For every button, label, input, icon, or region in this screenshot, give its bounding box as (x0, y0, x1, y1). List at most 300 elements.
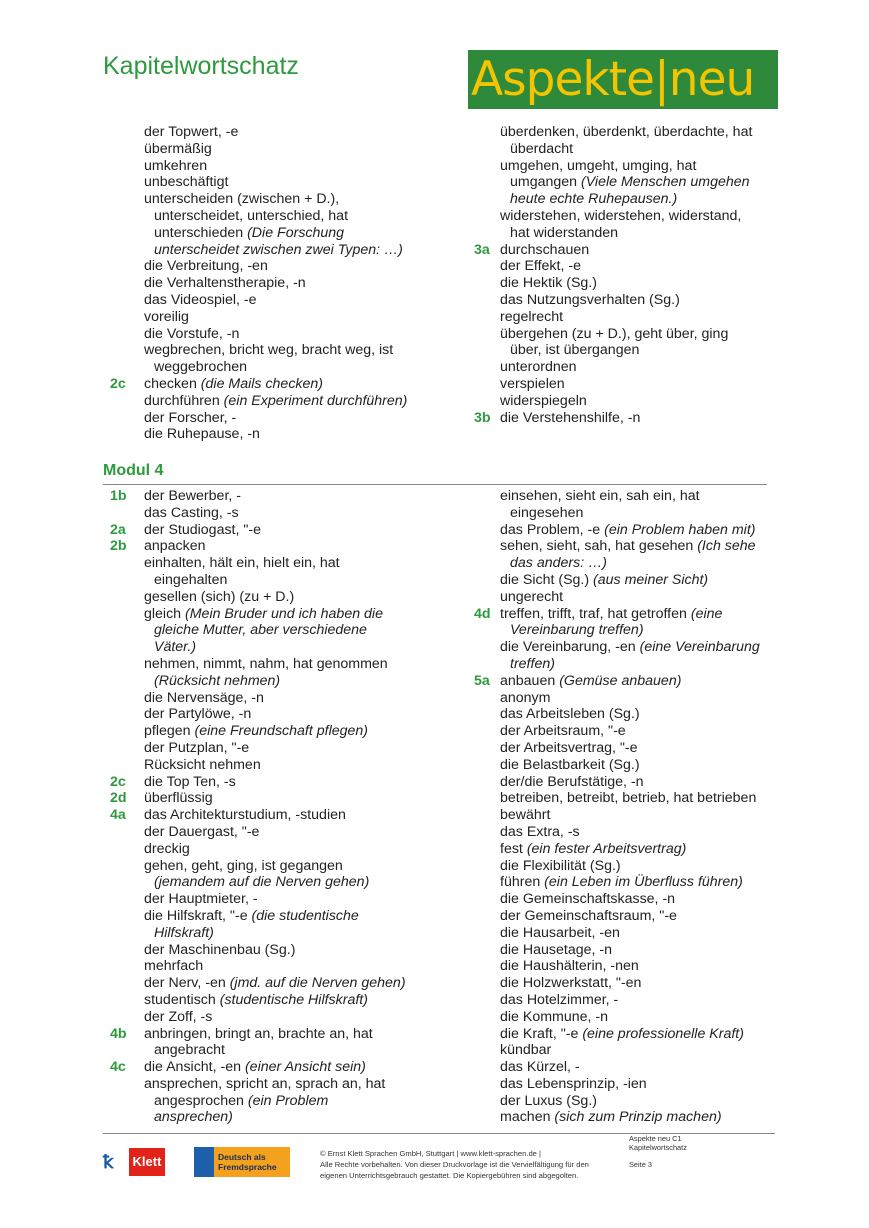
vocab-entry (103, 958, 433, 975)
vocab-word: die Haushälterin, -nen (500, 958, 639, 975)
vocab-entry (103, 757, 433, 774)
vocab-word: anonym (500, 689, 551, 706)
vocab-example: Vereinbarung treffen) (510, 622, 644, 639)
vocab-text (144, 359, 247, 376)
exercise-label: 4c (110, 1059, 126, 1076)
exercise-label: 2b (110, 538, 127, 555)
vocab-word: überflüssig (144, 790, 213, 807)
vocab-entry (467, 874, 777, 891)
vocab-entry (467, 1009, 777, 1026)
vocab-text (144, 1026, 373, 1043)
vocab-text (500, 874, 743, 891)
vocab-text (144, 158, 207, 175)
exercise-label: 1b (110, 488, 127, 504)
vocab-text (500, 841, 686, 858)
vocab-example: (Rücksicht nehmen) (154, 672, 281, 689)
vocab-entry (103, 1093, 433, 1110)
vocab-text (500, 393, 587, 410)
vocab-text (144, 975, 406, 992)
vocab-entry (467, 225, 777, 242)
vocab-entry (103, 589, 433, 606)
vocab-word: die Hilfskraft, "-e (144, 907, 252, 924)
vocab-text (144, 191, 339, 208)
vocab-word: widerspiegeln (500, 392, 587, 409)
vocab-text (500, 410, 640, 427)
vocab-example: (eine professionelle Kraft) (582, 1025, 744, 1042)
vocab-word: die Holzwerkstatt, "-en (500, 975, 642, 992)
vocab-example: ansprechen) (154, 1109, 233, 1126)
vocab-text (500, 258, 581, 275)
vocab-word: angebracht (154, 1042, 225, 1059)
vocab-word: durchführen (144, 392, 224, 409)
vocab-text (144, 1042, 225, 1059)
vocab-word: hat widerstanden (510, 224, 619, 241)
vocab-text (500, 505, 583, 522)
vocab-example: unterscheidet zwischen zwei Typen: …) (154, 241, 403, 258)
vocab-entry (467, 275, 777, 292)
vocab-text (500, 925, 620, 942)
vocab-word: ungerecht (500, 588, 564, 605)
vocab-word: der Dauergast, "-e (144, 823, 260, 840)
vocab-entry (467, 522, 777, 539)
vocab-word: verspielen (500, 375, 565, 392)
vocab-entry (467, 706, 777, 723)
vocab-entry (467, 858, 777, 875)
vocab-entry (467, 908, 777, 925)
vocab-entry (467, 174, 777, 191)
vocab-entry (467, 841, 777, 858)
vocab-entry (103, 975, 433, 992)
vocab-example: (Mein Bruder und ich haben die (185, 605, 383, 622)
vocab-entry (103, 158, 433, 175)
vocab-text (500, 208, 741, 225)
vocab-text (500, 124, 752, 141)
vocab-text (144, 874, 369, 891)
vocab-example: heute echte Ruhepausen.) (510, 191, 678, 208)
vocab-text (500, 158, 696, 175)
vocab-text (144, 275, 306, 292)
vocab-entry (467, 656, 777, 673)
vocab-entry (103, 824, 433, 841)
vocab-text (500, 992, 618, 1009)
vocab-text (500, 538, 756, 555)
vocab-text (500, 706, 640, 723)
vocab-example: (die Mails checken) (200, 375, 324, 392)
vocab-text (144, 723, 368, 740)
vocab-word: unterscheidet, unterschied, hat (154, 207, 349, 224)
vocab-entry (103, 225, 433, 242)
vocab-example: (die studentische (251, 907, 359, 924)
vocab-text (144, 622, 367, 639)
vocab-entry (103, 359, 433, 376)
exercise-label: 3a (474, 241, 490, 258)
vocab-word: die Vereinbarung, -en (500, 639, 640, 656)
vocab-entry (103, 410, 433, 427)
vocab-word: machen (500, 1109, 555, 1126)
vocab-text (500, 1109, 722, 1126)
vocab-word: führen (500, 874, 545, 891)
vocab-word: treffen, trifft, traf, hat getroffen (500, 605, 691, 622)
vocab-word: einsehen, sieht ein, sah ein, hat (500, 488, 700, 504)
vocab-text (144, 706, 251, 723)
vocab-example: (studentische Hilfskraft) (219, 991, 368, 1008)
vocab-text (144, 292, 257, 309)
vocab-text (500, 141, 573, 158)
vocab-entry (103, 874, 433, 891)
vocab-word: die Hektik (Sg.) (500, 275, 597, 292)
vocab-word: anpacken (144, 538, 206, 555)
vocab-text (500, 326, 728, 343)
daf-label (214, 1147, 290, 1177)
vocab-entry (103, 992, 433, 1009)
vocab-word: das Arbeitsleben (Sg.) (500, 706, 640, 723)
vocab-word: sehen, sieht, sah, hat gesehen (500, 538, 698, 555)
vocab-entry (467, 740, 777, 757)
vocab-entry (467, 807, 777, 824)
vocab-word: eingehalten (154, 571, 228, 588)
vocab-text (500, 740, 638, 757)
vocab-word: dreckig (144, 840, 190, 857)
vocab-text (144, 505, 239, 522)
vocab-entry (103, 774, 433, 791)
vocab-entry (103, 706, 433, 723)
exercise-label: 2c (110, 375, 126, 392)
vocab-text (144, 824, 259, 841)
vocab-entry (103, 555, 433, 572)
vocab-word: gesellen (sich) (zu + D.) (144, 588, 295, 605)
vocab-entry (467, 326, 777, 343)
vocab-entry (467, 673, 777, 690)
vocab-text (500, 656, 555, 673)
vocab-word: der Putzplan, "-e (144, 739, 250, 756)
vocab-text (500, 975, 641, 992)
vocab-text (144, 1093, 328, 1110)
vocab-text (500, 1093, 597, 1110)
vocab-text (500, 309, 563, 326)
vocab-entry (467, 589, 777, 606)
vocab-text (500, 606, 722, 623)
vocab-text (144, 841, 190, 858)
vocab-text (144, 488, 241, 505)
vocab-word: die Verstehenshilfe, -n (500, 409, 641, 426)
vocab-text (500, 225, 618, 242)
vocab-word: das Casting, -s (144, 504, 239, 521)
vocab-word: durchschauen (500, 241, 590, 258)
vocab-word: der Maschinenbau (Sg.) (144, 941, 296, 958)
vocab-example: (Die Forschung (247, 224, 345, 241)
vocab-entry (103, 1042, 433, 1059)
vocab-example: (ein fester Arbeitsvertrag) (526, 840, 687, 857)
exercise-label: 4a (110, 807, 126, 824)
exercise-label: 2c (110, 773, 126, 790)
vocab-text (500, 807, 550, 824)
vocab-text (500, 958, 639, 975)
vocab-text (500, 690, 550, 707)
vocab-text (500, 522, 756, 539)
vocab-text (144, 538, 206, 555)
vocab-word: die Nervensäge, -n (144, 689, 264, 706)
vocab-text (144, 393, 407, 410)
vocab-entry (103, 572, 433, 589)
vocab-text (500, 891, 675, 908)
vocab-entry (103, 393, 433, 410)
vocab-word: der Gemeinschaftsraum, "-e (500, 907, 677, 924)
vocab-text (144, 757, 261, 774)
vocab-example: (eine Vereinbarung (639, 639, 760, 656)
vocab-text (144, 958, 203, 975)
vocab-entry (467, 1059, 777, 1076)
vocab-text (500, 1026, 744, 1043)
vocab-entry (103, 191, 433, 208)
vocab-entry (103, 426, 433, 443)
vocab-word: anbringen, bringt an, brachte an, hat (144, 1025, 373, 1042)
vocab-example: das anders: …) (510, 555, 607, 572)
vocab-text (144, 807, 346, 824)
copyright-notice (320, 1148, 589, 1181)
vocab-word: checken (144, 375, 201, 392)
vocab-text (500, 1076, 647, 1093)
vocab-entry (103, 1009, 433, 1026)
vocab-word: der Zoff, -s (144, 1008, 213, 1025)
vocab-word: umgehen, umgeht, umging, hat (500, 157, 697, 174)
vocab-text (500, 723, 626, 740)
vocab-text (500, 824, 580, 841)
vocab-entry (467, 606, 777, 623)
vocab-text (144, 258, 268, 275)
vocab-word: übergehen (zu + D.), geht über, ging (500, 325, 729, 342)
vocab-word: gleich (144, 605, 186, 622)
vocab-text (144, 124, 238, 141)
vocab-entry (103, 488, 433, 505)
vocab-text (500, 639, 760, 656)
vocab-text (144, 908, 359, 925)
meta-book: Aspekte neu C1 (629, 1134, 682, 1143)
vocab-example: (ein Problem haben mit) (604, 521, 756, 538)
vocab-entry (467, 292, 777, 309)
copyright-line-1: © Ernst Klett Sprachen GmbH, Stuttgart | www.klett-sprachen.de | (320, 1149, 541, 1158)
vocab-entry (467, 622, 777, 639)
vocab-word: das Architekturstudium, -studien (144, 807, 346, 824)
vocab-entry (467, 242, 777, 259)
vocab-entry (103, 376, 433, 393)
vocab-word: einhalten, hält ein, hielt ein, hat (144, 555, 340, 572)
vocab-text (500, 359, 577, 376)
klett-mark-icon: ꝁ (103, 1152, 114, 1172)
copyright-line-3: eigenen Unterrichtsgebrauch gestattet. Die Kopiergebühren sind abgegolten. (320, 1171, 579, 1180)
vocab-example: (ein Problem (247, 1092, 329, 1109)
klett-logo (103, 1147, 163, 1177)
vocab-text (500, 942, 612, 959)
vocab-entry (103, 258, 433, 275)
vocab-text (144, 309, 189, 326)
vocab-entry (467, 975, 777, 992)
exercise-label: 5a (474, 672, 490, 689)
vocab-text (500, 1009, 608, 1026)
vocab-entry (103, 174, 433, 191)
vocab-word: das Hotelzimmer, - (500, 991, 619, 1008)
vocab-entry (103, 891, 433, 908)
vocab-word: der Arbeitsvertrag, "-e (500, 739, 638, 756)
vocab-entry (103, 908, 433, 925)
vocab-word: der Bewerber, - (144, 488, 241, 504)
vocab-entry (103, 342, 433, 359)
vocab-word: überdenken, überdenkt, überdachte, hat (500, 124, 753, 140)
vocab-text (144, 141, 212, 158)
vocab-word: studentisch (144, 991, 220, 1008)
vocab-text (144, 426, 260, 443)
vocab-entry (103, 1059, 433, 1076)
daf-line-2: Fremdsprache (218, 1162, 277, 1172)
vocab-entry (103, 673, 433, 690)
vocab-entry (467, 124, 777, 141)
klett-wordmark: Klett (129, 1148, 165, 1176)
vocab-word: über, ist übergangen (510, 342, 640, 359)
vocab-entry (103, 606, 433, 623)
vocab-word: der Hauptmieter, - (144, 891, 258, 908)
vocab-entry (103, 942, 433, 959)
vocab-entry (467, 1109, 777, 1126)
vocab-entry (103, 141, 433, 158)
vocab-word: die Top Ten, -s (144, 773, 236, 790)
vocab-example: (jmd. auf die Nerven gehen) (229, 975, 406, 992)
vocab-text (144, 790, 213, 807)
vocab-word: die Vorstufe, -n (144, 325, 240, 342)
vocab-entry (467, 639, 777, 656)
vocab-text (500, 622, 644, 639)
page-title: Kapitelwortschatz (103, 52, 299, 80)
vocab-word: umkehren (144, 157, 208, 174)
vocab-text (500, 376, 565, 393)
vocab-entry (103, 1026, 433, 1043)
vocab-word: Rücksicht nehmen (144, 756, 261, 773)
vocab-word: der Forscher, - (144, 409, 237, 426)
vocab-word: das Kürzel, - (500, 1059, 580, 1076)
vocab-word: das Lebensprinzip, -ien (500, 1075, 647, 1092)
vocab-example: (Ich sehe (697, 538, 756, 555)
document-meta (629, 1134, 687, 1152)
vocab-word: weggebrochen (154, 359, 248, 376)
vocab-entry (103, 1076, 433, 1093)
vocab-column-right-bottom (467, 488, 777, 1126)
daf-blue-block-icon (194, 1147, 214, 1177)
vocab-entry (103, 538, 433, 555)
vocab-word: kündbar (500, 1042, 552, 1059)
exercise-label: 2d (110, 790, 127, 807)
vocab-entry (103, 740, 433, 757)
vocab-text (144, 208, 348, 225)
vocab-word: das Problem, -e (500, 521, 605, 538)
vocab-word: die Kraft, "-e (500, 1025, 583, 1042)
vocab-word: der Arbeitsraum, "-e (500, 723, 626, 740)
vocab-column-left-bottom (103, 488, 433, 1126)
vocab-word: bewährt (500, 807, 551, 824)
vocab-example: Väter.) (154, 639, 197, 656)
vocab-entry (467, 359, 777, 376)
vocab-text (500, 790, 756, 807)
vocab-entry (103, 208, 433, 225)
vocab-entry (103, 1109, 433, 1126)
vocab-text (144, 639, 196, 656)
vocab-text (144, 740, 249, 757)
vocab-word: regelrecht (500, 308, 564, 325)
vocab-entry (467, 1042, 777, 1059)
vocab-text (144, 992, 368, 1009)
vocab-text (500, 342, 639, 359)
vocab-text (144, 858, 343, 875)
vocab-word: der Effekt, -e (500, 258, 581, 275)
vocab-text (144, 326, 239, 343)
vocab-word: mehrfach (144, 958, 204, 975)
vocab-entry (467, 774, 777, 791)
vocab-word: das Nutzungsverhalten (Sg.) (500, 291, 680, 308)
vocab-text (500, 275, 597, 292)
vocab-text (144, 925, 214, 942)
vocab-word: widerstehen, widerstehen, widerstand, (500, 207, 742, 224)
vocab-text (500, 292, 680, 309)
vocab-entry (103, 639, 433, 656)
vocab-entry (467, 488, 777, 505)
vocab-word: die Kommune, -n (500, 1008, 609, 1025)
vocab-word: angesprochen (154, 1092, 248, 1109)
meta-section: Kapitelwortschatz (629, 1143, 687, 1152)
vocab-word: die Hausetage, -n (500, 941, 612, 958)
vocab-entry (467, 555, 777, 572)
vocab-entry (467, 376, 777, 393)
vocab-example: (sich zum Prinzip machen) (554, 1109, 722, 1126)
vocab-example: (aus meiner Sicht) (593, 571, 709, 588)
vocab-text (144, 690, 264, 707)
vocab-word: gehen, geht, ging, ist gegangen (144, 857, 343, 874)
vocab-entry (103, 790, 433, 807)
vocab-entry (467, 141, 777, 158)
vocab-text (144, 1076, 385, 1093)
vocab-entry (467, 757, 777, 774)
vocab-text (500, 488, 700, 505)
vocab-text (500, 174, 750, 191)
vocab-entry (467, 690, 777, 707)
section-divider (103, 484, 767, 485)
vocab-word: die Flexibilität (Sg.) (500, 857, 621, 874)
vocab-entry (103, 807, 433, 824)
vocab-entry (467, 925, 777, 942)
vocab-text (144, 656, 388, 673)
vocab-text (500, 774, 644, 791)
vocab-entry (103, 656, 433, 673)
vocab-word: unterordnen (500, 359, 577, 376)
vocab-entry (467, 723, 777, 740)
vocab-word: die Ruhepause, -n (144, 426, 260, 443)
vocab-entry (467, 505, 777, 522)
vocab-example: (ein Experiment durchführen) (223, 392, 408, 409)
vocab-word: die Verbreitung, -en (144, 258, 268, 275)
vocab-word: der Studiogast, "-e (144, 521, 262, 538)
vocab-text (500, 858, 621, 875)
vocab-text (500, 757, 640, 774)
vocab-entry (467, 208, 777, 225)
vocab-text (144, 410, 236, 427)
vocab-text (144, 555, 340, 572)
vocab-entry (467, 309, 777, 326)
vocab-entry (467, 891, 777, 908)
vocab-entry (103, 309, 433, 326)
copyright-line-2: Alle Rechte vorbehalten. Von dieser Druckvorlage ist die Vervielfältigung für den (320, 1160, 589, 1169)
vocab-entry (467, 158, 777, 175)
vocab-text (500, 572, 708, 589)
vocab-text (144, 342, 393, 359)
vocab-word: wegbrechen, bricht weg, bracht weg, ist (144, 342, 394, 359)
vocab-text (144, 942, 295, 959)
vocab-text (144, 242, 403, 259)
